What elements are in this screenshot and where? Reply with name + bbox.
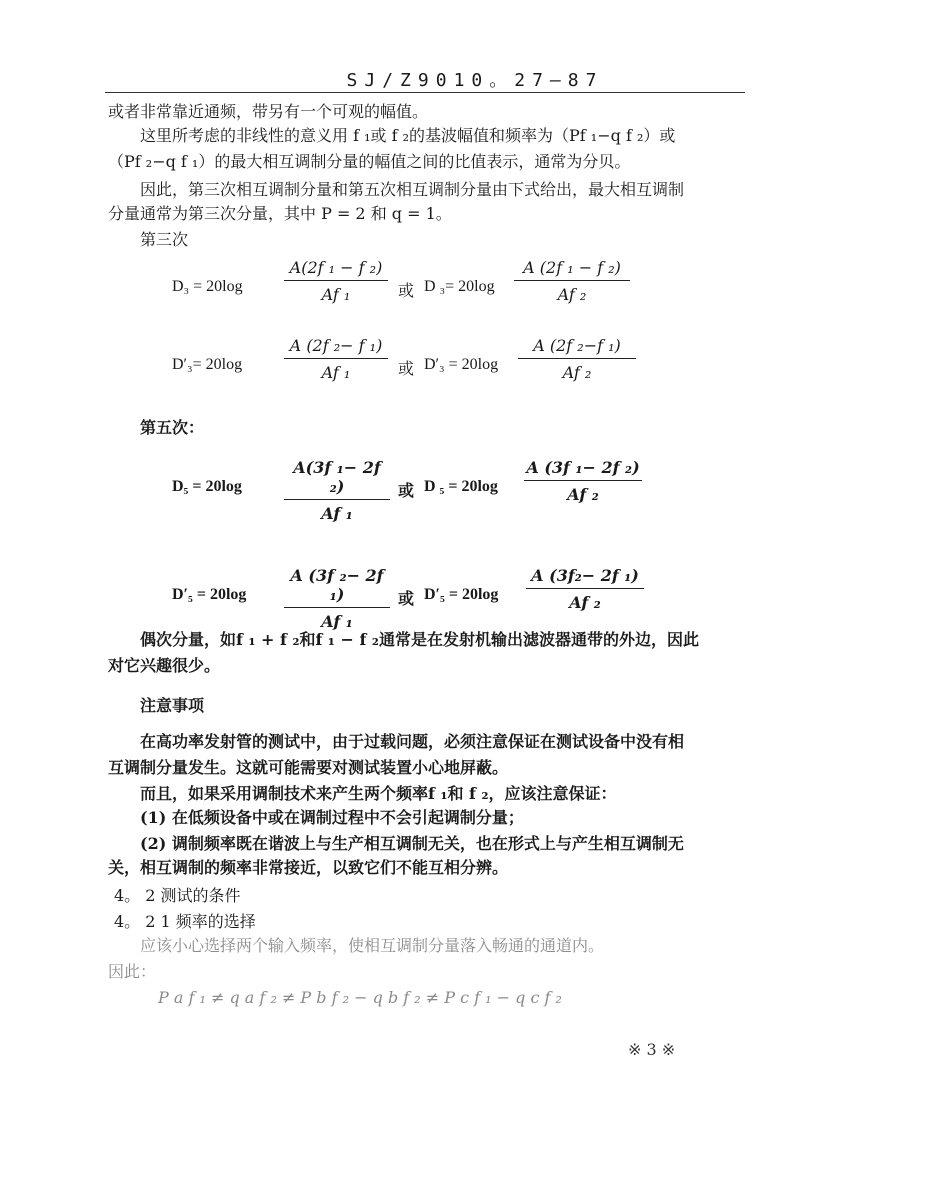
notes-paragraph-2: 而且，如果采用调制技术来产生两个频率f ₁和 f ₂，应该注意保证： — [140, 784, 617, 803]
eq-d5p-denominator: Af ₁ — [321, 612, 353, 631]
third-order-label: 第三次 — [140, 230, 189, 249]
paragraph-3-line-1: 因此，第三次相互调制分量和第五次相互调制分量由下式给出，最大相互调制 — [140, 180, 685, 199]
eq-d5p-rhs-denominator: Af ₂ — [569, 593, 601, 612]
eq-d3p-rhs-lhs: D′₃ = 20log — [424, 356, 499, 373]
page-number: ※ 3 ※ — [628, 1040, 676, 1059]
eq-d5-rhs-lhs: D ₅ = 20log — [424, 478, 498, 495]
notes-item-2-line-1: (2) 调制频率既在谐波上与生产相互调制无关，也在形式上与产生相互调制无 — [140, 834, 684, 853]
header-rule — [105, 92, 745, 93]
or-label: 或 — [398, 281, 415, 300]
eq-d5p-rhs-lhs: D′₅ = 20log — [424, 586, 499, 603]
notes-item-2-line-2: 关，相互调制的频率非常接近，以致它们不能互相分辨。 — [108, 858, 509, 877]
eq-d3-lhs: D₃ = 20log — [172, 278, 243, 295]
eq-d3-rhs-lhs: D ₃= 20log — [424, 278, 495, 295]
fraction-bar — [284, 607, 390, 608]
paragraph-2-line-2: （Pf ₂−q f ₁）的最大相互调制分量的幅值之间的比值表示，通常为分贝。 — [108, 152, 631, 171]
eq-d3-rhs-fraction — [514, 258, 630, 304]
fraction-bar — [514, 280, 630, 281]
eq-d3p-numerator: A (2f ₂− f ₁) — [289, 336, 383, 355]
eq-d3p-fraction — [284, 336, 388, 382]
eq-d5p-lhs: D′₅ = 20log — [172, 586, 247, 603]
notes-paragraph-1-line-1: 在高功率发射管的测试中，由于过载问题，必须注意保证在测试设备中没有相 — [140, 732, 685, 751]
eq-d5-numerator: A(3f ₁− 2f ₂) — [293, 458, 381, 496]
eq-d5p-numerator: A (3f ₂− 2f ₁) — [290, 566, 384, 604]
section-4-2: 4。 2 测试的条件 — [114, 886, 241, 905]
fraction-bar — [518, 358, 636, 359]
frequency-condition: P a f ₁ ≠ q a f ₂ ≠ P b f ₂ − q b f ₂ ≠ P c f ₁ − q c f ₂ — [158, 988, 562, 1007]
notes-item-1: (1) 在低频设备中或在调制过程中不会引起调制分量； — [140, 808, 524, 827]
selection-paragraph: 应该小心选择两个输入频率，使相互调制分量落入畅通的通道内。 — [140, 936, 605, 955]
paragraph-3-line-2: 分量通常为第三次分量，其中 P = 2 和 q = 1。 — [108, 204, 452, 223]
eq-d5p-fraction — [284, 566, 390, 631]
eq-d3-rhs-numerator: A (2f ₁ − f ₂) — [523, 258, 621, 277]
eq-d5-rhs-numerator: A (3f ₁− 2f ₂) — [526, 458, 640, 477]
eq-d3p-lhs: D′₃= 20log — [172, 356, 243, 373]
fraction-bar — [524, 480, 642, 481]
even-order-line-2: 对它兴趣很少。 — [108, 656, 221, 675]
eq-d5-lhs: D₅ = 20log — [172, 478, 242, 495]
fraction-bar — [526, 588, 644, 589]
even-order-line-1: 偶次分量，如f ₁ + f ₂和f ₁ − f ₂通常是在发射机输出滤波器通带的外边，因此 — [140, 630, 699, 649]
eq-d3-fraction — [284, 258, 388, 304]
eq-d5p-rhs-fraction — [526, 566, 644, 612]
eq-d5-denominator: Af ₁ — [321, 504, 353, 523]
eq-d3p-rhs-fraction — [518, 336, 636, 382]
eq-d5-rhs-fraction — [524, 458, 642, 504]
page-header: SJ/Z9010。27—87 — [346, 70, 604, 91]
notes-paragraph-1-line-2: 互调制分量发生。这就可能需要对测试装置小心地屏蔽。 — [108, 758, 509, 777]
eq-d5-fraction — [284, 458, 390, 523]
eq-d3p-rhs-numerator: A (2f ₂−f ₁) — [533, 336, 621, 355]
fraction-bar — [284, 499, 390, 500]
or-label: 或 — [398, 481, 415, 500]
eq-d3-rhs-denominator: Af ₂ — [557, 285, 587, 304]
paragraph-2-line-1: 这里所考虑的非线性的意义用 f ₁或 f ₂的基波幅值和频率为（Pf ₁−q f ₂）或 — [140, 126, 676, 145]
fraction-bar — [284, 358, 388, 359]
or-label: 或 — [398, 359, 415, 378]
fraction-bar — [284, 280, 388, 281]
section-4-2-1: 4。 2 1 频率的选择 — [114, 912, 256, 931]
eq-d5-rhs-denominator: Af ₂ — [567, 485, 599, 504]
eq-d3-denominator: Af ₁ — [321, 285, 351, 304]
eq-d3-numerator: A(2f ₁ − f ₂) — [289, 258, 383, 277]
eq-d3p-rhs-denominator: Af ₂ — [562, 363, 592, 382]
therefore-label: 因此： — [108, 962, 157, 981]
paragraph-1: 或者非常靠近通频，带另有一个可观的幅值。 — [108, 102, 429, 121]
eq-d5p-rhs-numerator: A (3f₂− 2f ₁) — [531, 566, 639, 585]
eq-d3p-denominator: Af ₁ — [321, 363, 351, 382]
notes-title: 注意事项 — [140, 696, 205, 715]
or-label: 或 — [398, 589, 415, 608]
fifth-order-label: 第五次： — [140, 418, 205, 437]
